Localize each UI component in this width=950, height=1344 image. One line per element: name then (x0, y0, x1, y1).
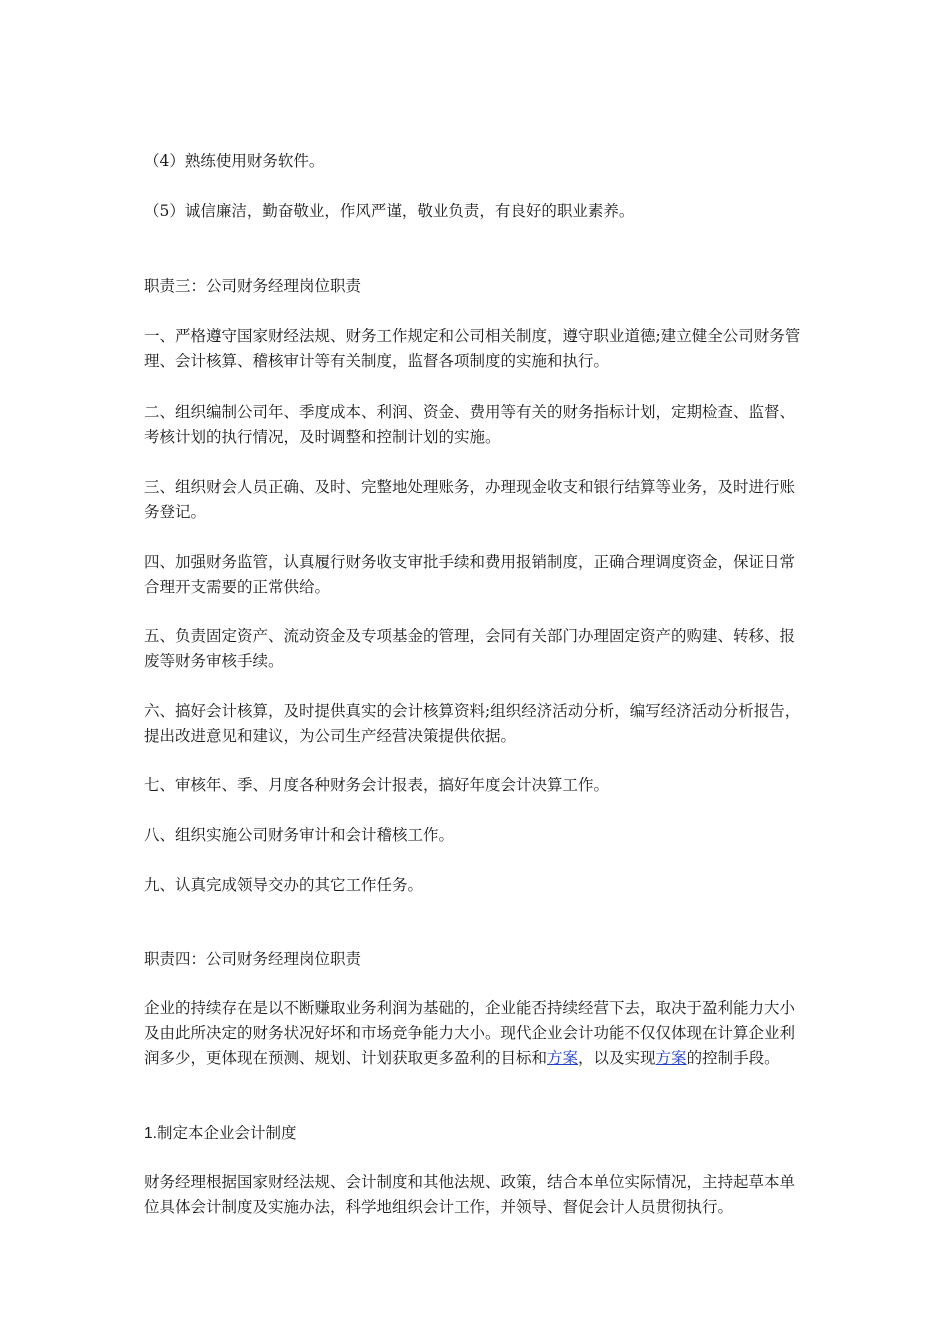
subsection-1-title: 制定本企业会计制度 (156, 1124, 297, 1142)
plan-link-2[interactable]: 方案 (655, 1049, 687, 1067)
intro-text-2: ，以及实现 (578, 1049, 656, 1067)
requirement-item-5: （5）诚信廉洁，勤奋敬业，作风严谨，敬业负责，有良好的职业素养。 (144, 202, 635, 220)
subsection-1-heading (144, 1121, 808, 1146)
section-3-heading: 职责三：公司财务经理岗位职责 (144, 277, 362, 295)
duty-1: 一、严格遵守国家财经法规、财务工作规定和公司相关制度，遵守职业道德;建立健全公司财务管理、会计核算、稽核审计等有关制度，监督各项制度的实施和执行。 (144, 327, 801, 370)
duty-9: 九、认真完成领导交办的其它工作任务。 (144, 876, 424, 894)
duty-5: 五、负责固定资产、流动资金及专项基金的管理，会同有关部门办理固定资产的购建、转移、报废等财务审核手续。 (144, 627, 796, 670)
subsection-1-number: 1. (144, 1125, 157, 1142)
plan-link-1[interactable]: 方案 (547, 1049, 579, 1067)
intro-text-1: 企业的持续存在是以不断赚取业务利润为基础的，企业能否持续经营下去，取决于盈利能力大小及由此所决定的财务状况好坏和市场竞争能力大小。现代企业会计功能不仅仅体现在计算企业利润多少，更体现在预测、规划、计划获取更多盈利的目标和 (144, 999, 796, 1067)
duty-3: 三、组织财会人员正确、及时、完整地处理账务，办理现金收支和银行结算等业务，及时进行账务登记。 (144, 478, 796, 521)
duty-7: 七、审核年、季、月度各种财务会计报表，搞好年度会计决算工作。 (144, 776, 610, 794)
duty-2: 二、组织编制公司年、季度成本、利润、资金、费用等有关的财务指标计划，定期检查、监督、考核计划的执行情况，及时调整和控制计划的实施。 (144, 403, 796, 446)
section-4-heading: 职责四：公司财务经理岗位职责 (144, 950, 362, 968)
subsection-1-body: 财务经理根据国家财经法规、会计制度和其他法规、政策，结合本单位实际情况，主持起草本单位具体会计制度及实施办法，科学地组织会计工作，并领导、督促会计人员贯彻执行。 (144, 1173, 796, 1216)
duty-4: 四、加强财务监管，认真履行财务收支审批手续和费用报销制度，正确合理调度资金，保证日常合理开支需要的正常供给。 (144, 553, 796, 596)
duty-6: 六、搞好会计核算，及时提供真实的会计核算资料;组织经济活动分析，编写经济活动分析报告，提出改进意见和建议，为公司生产经营决策提供依据。 (144, 702, 801, 745)
requirement-item-4: （4）熟练使用财务软件。 (144, 152, 325, 170)
section-4-intro (144, 996, 808, 1071)
intro-text-3: 的控制手段。 (686, 1049, 780, 1067)
duty-8: 八、组织实施公司财务审计和会计稽核工作。 (144, 826, 455, 844)
